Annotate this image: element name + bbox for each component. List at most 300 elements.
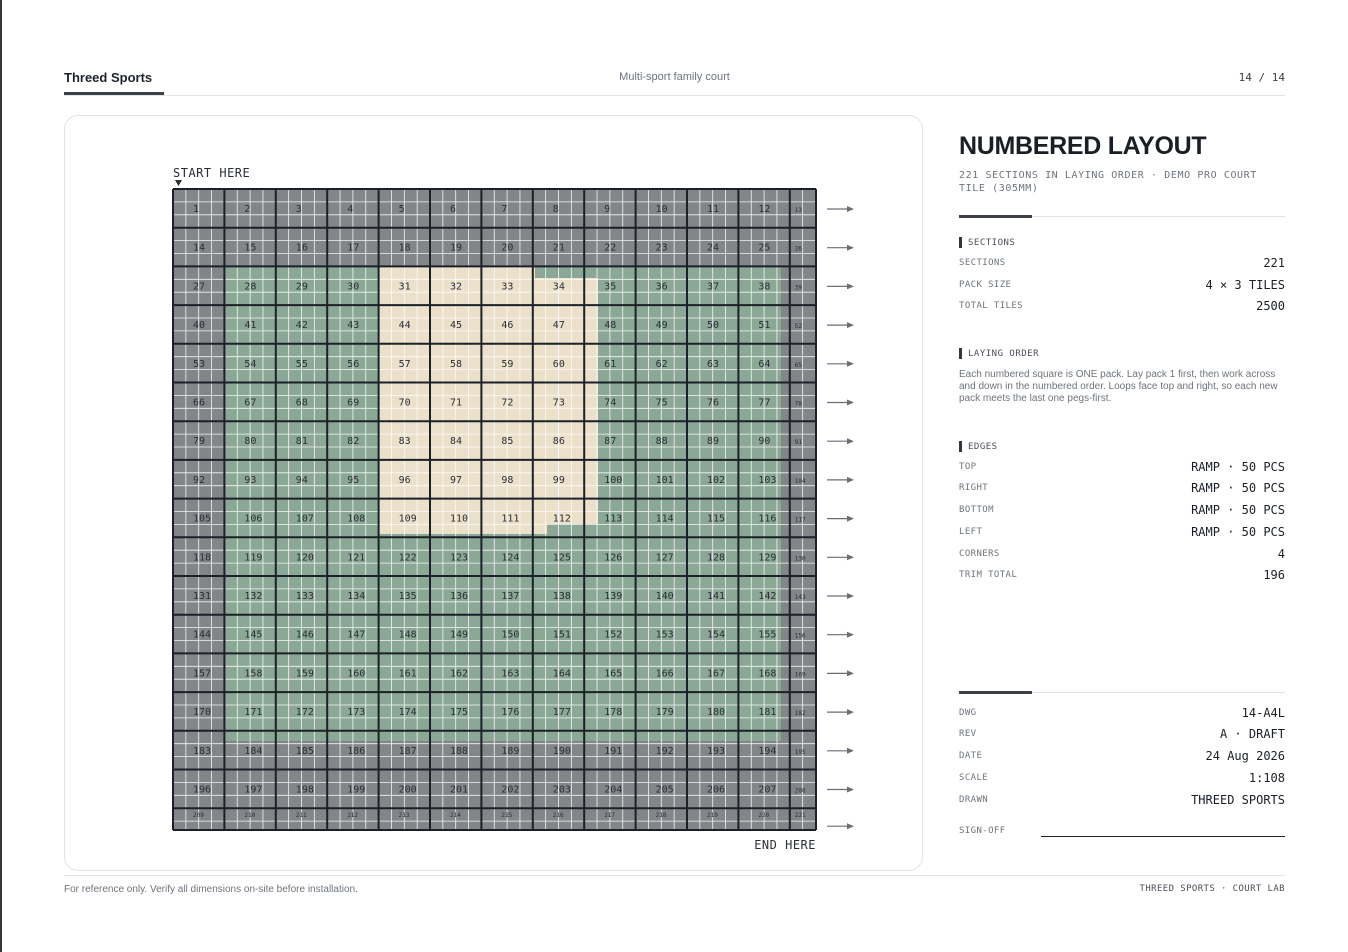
- section-number: 76: [707, 397, 720, 409]
- section-number: 203: [552, 784, 571, 796]
- section-number: 151: [552, 629, 571, 641]
- section-number: 200: [398, 784, 417, 796]
- section-number: 217: [604, 812, 616, 820]
- section-number: 96: [398, 474, 411, 486]
- row-key: TOP: [959, 462, 977, 472]
- section-number: 28: [244, 281, 257, 293]
- section-number: 36: [655, 281, 668, 293]
- section-number: 86: [552, 436, 565, 448]
- section-number: 192: [655, 745, 674, 757]
- section-number: 146: [295, 629, 314, 641]
- row-value: 24 Aug 2026: [1205, 749, 1285, 763]
- section-number: 11: [707, 204, 720, 215]
- section-number: 210: [244, 812, 256, 820]
- brand-underline: [64, 92, 164, 95]
- section-number: 25: [758, 242, 771, 254]
- section-number: 201: [450, 784, 469, 796]
- row-arrow-head: [847, 670, 854, 676]
- section-number: 16: [295, 242, 308, 254]
- section-number: 80: [244, 436, 257, 448]
- start-here-label: START HERE: [173, 166, 251, 180]
- section-number: 122: [398, 552, 417, 564]
- section-number: 219: [707, 812, 718, 820]
- section-number: 93: [244, 474, 257, 486]
- section-number: 66: [193, 397, 206, 409]
- row-arrow-head: [847, 593, 854, 599]
- section-number: 111: [501, 513, 520, 525]
- section-number: 206: [707, 784, 726, 796]
- section-number: 30: [347, 281, 360, 293]
- section-number: 140: [655, 591, 674, 602]
- row-arrow-head: [847, 632, 854, 638]
- section-number: 131: [193, 591, 212, 602]
- section-number: 84: [450, 436, 463, 448]
- section-number: 198: [295, 784, 314, 796]
- section-number: 42: [295, 320, 308, 332]
- section-number: 90: [758, 436, 771, 448]
- section-number: 29: [295, 281, 308, 293]
- section-number: 174: [398, 707, 417, 719]
- section-number: 159: [295, 668, 314, 680]
- section-number: 126: [604, 552, 623, 564]
- section-number: 15: [244, 242, 257, 254]
- section-number: 63: [707, 358, 720, 370]
- section-number: 44: [398, 320, 411, 332]
- section-number: 173: [347, 707, 366, 719]
- section-number: 39: [794, 284, 803, 292]
- section-number: 138: [552, 591, 571, 602]
- section-number: 176: [501, 707, 520, 719]
- row-value: RAMP · 50 PCS: [1191, 481, 1285, 495]
- section-number: 3: [295, 204, 302, 215]
- section-number: 148: [398, 629, 417, 641]
- section-number: 204: [604, 784, 623, 796]
- section-number: 154: [707, 629, 726, 641]
- section-number: 10: [655, 204, 668, 215]
- section-number: 31: [398, 281, 411, 293]
- section-number: 193: [707, 745, 726, 757]
- section-number: 99: [552, 474, 565, 486]
- section-number: 2: [244, 204, 251, 215]
- section-number: 197: [244, 784, 263, 796]
- section-number: 18: [398, 242, 411, 254]
- section-number: 141: [707, 591, 726, 602]
- section-number: 169: [794, 671, 806, 679]
- row-value: RAMP · 50 PCS: [1191, 525, 1285, 539]
- section-number: 88: [655, 436, 668, 448]
- section-number: 64: [758, 358, 771, 370]
- section-number: 185: [295, 745, 314, 757]
- section-number: 164: [552, 668, 571, 680]
- section-number: 191: [604, 745, 623, 757]
- section-number: 195: [794, 748, 806, 756]
- row-value: 4 × 3 TILES: [1205, 278, 1285, 292]
- section-number: 46: [501, 320, 514, 332]
- section-number: 55: [295, 358, 308, 370]
- section-number: 123: [450, 552, 469, 564]
- sidebar-divider-top: [959, 216, 1285, 217]
- section-number: 49: [655, 320, 668, 332]
- row-arrow-head: [847, 823, 854, 829]
- section-number: 196: [193, 784, 212, 796]
- page-header: [64, 66, 1285, 96]
- row-value: A · DRAFT: [1219, 727, 1285, 741]
- section-number: 12: [758, 204, 771, 215]
- section-number: 53: [193, 358, 206, 370]
- section-number: 184: [244, 745, 263, 757]
- section-number: 162: [450, 668, 469, 680]
- page-number: 14 / 14: [1238, 71, 1285, 84]
- section-number: 136: [450, 591, 469, 602]
- section-number: 94: [295, 474, 308, 486]
- section-number: 95: [347, 474, 360, 486]
- pack-size-row: [959, 278, 1285, 294]
- divider-accent: [959, 215, 1032, 218]
- section-number: 35: [604, 281, 617, 293]
- section-number: 110: [450, 513, 469, 525]
- section-number: 78: [794, 400, 803, 408]
- page-edge-rule: [0, 0, 2, 952]
- section-number: 218: [655, 812, 667, 820]
- section-number: 172: [295, 707, 314, 719]
- drawn-row: [959, 793, 1285, 809]
- section-number: 181: [758, 707, 777, 719]
- row-value: 4: [1277, 547, 1285, 561]
- section-number: 134: [347, 591, 366, 602]
- section-number: 220: [758, 812, 770, 820]
- section-number: 54: [244, 358, 257, 370]
- section-number: 179: [655, 707, 674, 719]
- section-number: 32: [450, 281, 463, 293]
- section-number: 103: [758, 474, 777, 486]
- laying-order-heading-label: LAYING ORDER: [968, 348, 1040, 359]
- heading-marker: [959, 237, 962, 248]
- page-footer: [64, 875, 1285, 895]
- section-number: 209: [193, 812, 204, 820]
- section-number: 51: [758, 320, 771, 332]
- section-number: 45: [450, 320, 463, 332]
- section-number: 52: [794, 323, 803, 331]
- section-number: 81: [295, 436, 308, 448]
- sidebar-title: NUMBERED LAYOUT: [959, 132, 1207, 160]
- row-key: REV: [959, 729, 977, 739]
- section-number: 75: [655, 397, 668, 409]
- section-number: 68: [295, 397, 308, 409]
- section-number: 89: [707, 436, 720, 448]
- row-key: RIGHT: [959, 483, 989, 493]
- row-value: 1:108: [1248, 771, 1285, 785]
- rev-row: [959, 727, 1285, 743]
- section-number: 187: [398, 745, 417, 757]
- section-number: 14: [193, 242, 206, 254]
- row-arrow-head: [847, 361, 854, 367]
- section-number: 214: [450, 812, 461, 820]
- section-number: 9: [604, 204, 611, 215]
- row-arrow-head: [847, 709, 854, 715]
- section-number: 124: [501, 552, 520, 564]
- row-arrow-head: [847, 554, 854, 560]
- section-number: 74: [604, 397, 617, 409]
- section-number: 72: [501, 397, 514, 409]
- trim-total-row: [959, 568, 1285, 584]
- section-number: 83: [398, 436, 411, 448]
- section-number: 213: [398, 812, 410, 820]
- row-value: 2500: [1256, 299, 1285, 313]
- section-number: 202: [501, 784, 520, 796]
- section-number: 158: [244, 668, 263, 680]
- start-marker-icon: [175, 180, 182, 186]
- section-number: 194: [758, 745, 777, 757]
- section-number: 212: [347, 812, 359, 820]
- section-number: 79: [193, 436, 206, 448]
- row-arrow-head: [847, 245, 854, 251]
- section-number: 97: [450, 474, 463, 486]
- scale-row: [959, 771, 1285, 787]
- section-number: 7: [501, 204, 508, 215]
- section-number: 215: [501, 812, 513, 820]
- section-number: 188: [450, 745, 469, 757]
- section-number: 205: [655, 784, 674, 796]
- section-number: 34: [552, 281, 565, 293]
- section-number: 161: [398, 668, 417, 680]
- total-tiles-row: [959, 299, 1285, 315]
- footer-credit: THREED SPORTS · COURT LAB: [1139, 884, 1285, 894]
- section-number: 150: [501, 629, 520, 641]
- sidebar-subtitle: 221 SECTIONS IN LAYING ORDER · DEMO PRO COURT TILE (305MM): [959, 170, 1257, 194]
- row-arrow-head: [847, 283, 854, 289]
- row-arrow-head: [847, 748, 854, 754]
- row-arrow-head: [847, 400, 854, 406]
- signoff-line[interactable]: [1041, 836, 1285, 837]
- section-number: 77: [758, 397, 771, 409]
- section-number: 119: [244, 552, 263, 564]
- row-key: CORNERS: [959, 549, 1000, 559]
- section-number: 50: [707, 320, 720, 332]
- row-value: 221: [1263, 256, 1285, 270]
- section-number: 101: [655, 474, 674, 486]
- edge-top-row: [959, 460, 1285, 476]
- signoff-row: [959, 824, 1285, 840]
- section-number: 156: [794, 632, 806, 640]
- row-key: DWG: [959, 708, 977, 718]
- section-number: 199: [347, 784, 366, 796]
- section-number: 4: [347, 204, 354, 215]
- sidebar-title-block: [959, 132, 1285, 195]
- section-number: 104: [794, 477, 806, 485]
- section-number: 102: [707, 474, 726, 486]
- divider-accent: [959, 691, 1032, 694]
- section-number: 60: [552, 358, 565, 370]
- section-number: 211: [295, 812, 307, 820]
- section-number: 91: [794, 439, 803, 447]
- signoff-label: SIGN-OFF: [959, 826, 1006, 836]
- section-number: 26: [794, 245, 803, 253]
- section-number: 100: [604, 474, 623, 486]
- row-arrow-head: [847, 477, 854, 483]
- section-number: 58: [450, 358, 463, 370]
- date-row: [959, 749, 1285, 765]
- section-number: 144: [193, 629, 212, 641]
- section-number: 133: [295, 591, 314, 602]
- section-number: 57: [398, 358, 411, 370]
- sections-heading: [959, 237, 1015, 248]
- section-number: 106: [244, 513, 263, 525]
- section-number: 67: [244, 397, 257, 409]
- section-number: 147: [347, 629, 366, 641]
- section-number: 127: [655, 552, 674, 564]
- row-key: LEFT: [959, 527, 983, 537]
- section-number: 171: [244, 707, 263, 719]
- section-number: 38: [758, 281, 771, 293]
- row-value: THREED SPORTS: [1191, 793, 1285, 807]
- section-number: 21: [552, 242, 565, 254]
- sections-heading-label: SECTIONS: [968, 237, 1016, 248]
- section-number: 129: [758, 552, 777, 564]
- row-key: TRIM TOTAL: [959, 570, 1018, 580]
- row-key: BOTTOM: [959, 505, 994, 515]
- row-arrow-head: [847, 438, 854, 444]
- end-here-label: END HERE: [754, 838, 816, 852]
- section-number: 139: [604, 591, 623, 602]
- section-number: 155: [758, 629, 777, 641]
- section-number: 62: [655, 358, 668, 370]
- section-number: 19: [450, 242, 463, 254]
- section-number: 166: [655, 668, 674, 680]
- row-key: DRAWN: [959, 795, 989, 805]
- section-number: 130: [794, 555, 806, 563]
- numbered-court-layout: [65, 116, 924, 872]
- section-number: 145: [244, 629, 263, 641]
- section-number: 113: [604, 513, 623, 525]
- section-number: 107: [295, 513, 314, 525]
- section-number: 1: [193, 204, 200, 215]
- edge-right-row: [959, 481, 1285, 497]
- section-number: 207: [758, 784, 777, 796]
- section-number: 115: [707, 513, 726, 525]
- section-number: 114: [655, 513, 674, 525]
- section-number: 121: [347, 552, 366, 564]
- section-number: 112: [552, 513, 571, 525]
- section-number: 33: [501, 281, 514, 293]
- row-arrow-head: [847, 206, 854, 212]
- row-arrow-head: [847, 787, 854, 793]
- section-number: 27: [193, 281, 206, 293]
- row-key: SCALE: [959, 773, 989, 783]
- section-number: 216: [552, 812, 564, 820]
- section-number: 180: [707, 707, 726, 719]
- laying-order-instructions: Each numbered square is ONE pack. Lay pack 1 first, then work across and down in the numbered order. Loops face top and right, so each new pack meets the last one pegs-first.: [959, 369, 1278, 404]
- section-number: 105: [193, 513, 212, 525]
- row-value: RAMP · 50 PCS: [1191, 460, 1285, 474]
- row-value: 14-A4L: [1241, 706, 1285, 720]
- section-number: 120: [295, 552, 314, 564]
- section-number: 6: [450, 204, 457, 215]
- section-number: 17: [347, 242, 360, 254]
- section-number: 20: [501, 242, 514, 254]
- section-number: 71: [450, 397, 463, 409]
- section-number: 82: [347, 436, 360, 448]
- section-number: 61: [604, 358, 617, 370]
- section-number: 98: [501, 474, 514, 486]
- section-number: 168: [758, 668, 777, 680]
- section-number: 208: [794, 787, 806, 795]
- section-number: 23: [655, 242, 668, 254]
- section-number: 43: [347, 320, 360, 332]
- row-key: DATE: [959, 751, 983, 761]
- section-number: 183: [193, 745, 212, 757]
- document-subtitle: Multi-sport family court: [619, 71, 730, 83]
- section-number: 175: [450, 707, 469, 719]
- edges-heading-label: EDGES: [968, 441, 998, 452]
- section-number: 56: [347, 358, 360, 370]
- section-number: 182: [794, 710, 806, 718]
- laying-order-heading: [959, 348, 1039, 359]
- section-number: 160: [347, 668, 366, 680]
- edges-heading: [959, 441, 998, 452]
- section-number: 118: [193, 552, 212, 564]
- section-number: 41: [244, 320, 257, 332]
- section-number: 163: [501, 668, 520, 680]
- section-number: 85: [501, 436, 514, 448]
- section-number: 132: [244, 591, 263, 602]
- brand-name: Threed Sports: [64, 70, 153, 85]
- row-key: PACK SIZE: [959, 280, 1012, 290]
- section-number: 142: [758, 591, 777, 602]
- heading-marker: [959, 441, 962, 452]
- section-number: 125: [552, 552, 571, 564]
- section-number: 13: [794, 207, 803, 214]
- dwg-row: [959, 706, 1285, 722]
- section-number: 5: [398, 204, 405, 215]
- section-number: 108: [347, 513, 366, 525]
- section-number: 116: [758, 513, 777, 525]
- section-number: 92: [193, 474, 206, 486]
- section-number: 149: [450, 629, 469, 641]
- footer-disclaimer: For reference only. Verify all dimensions on-site before installation.: [64, 884, 358, 895]
- sidebar-divider-bottom: [959, 692, 1285, 693]
- row-arrows: [827, 206, 854, 829]
- section-number: 186: [347, 745, 366, 757]
- section-number: 70: [398, 397, 411, 409]
- section-number: 37: [707, 281, 720, 293]
- row-key: TOTAL TILES: [959, 301, 1024, 311]
- key-zone: [378, 267, 598, 534]
- section-number: 221: [794, 812, 806, 820]
- heading-marker: [959, 348, 962, 359]
- row-key: SECTIONS: [959, 258, 1006, 268]
- edge-left-row: [959, 525, 1285, 541]
- row-value: 196: [1263, 568, 1285, 582]
- section-number: 177: [552, 707, 571, 719]
- section-number: 189: [501, 745, 520, 757]
- section-number: 109: [398, 513, 417, 525]
- section-number: 143: [794, 594, 806, 601]
- layout-diagram-panel: [64, 115, 923, 871]
- section-number: 128: [707, 552, 726, 564]
- edge-bottom-row: [959, 503, 1285, 519]
- section-number: 65: [794, 361, 803, 369]
- section-number: 167: [707, 668, 726, 680]
- section-number: 170: [193, 707, 212, 719]
- section-number: 178: [604, 707, 623, 719]
- corners-row: [959, 547, 1285, 563]
- section-number: 73: [552, 397, 565, 409]
- row-arrow-head: [847, 322, 854, 328]
- section-number: 117: [794, 516, 806, 524]
- section-number: 69: [347, 397, 360, 409]
- section-number: 24: [707, 242, 720, 254]
- row-arrow-head: [847, 516, 854, 522]
